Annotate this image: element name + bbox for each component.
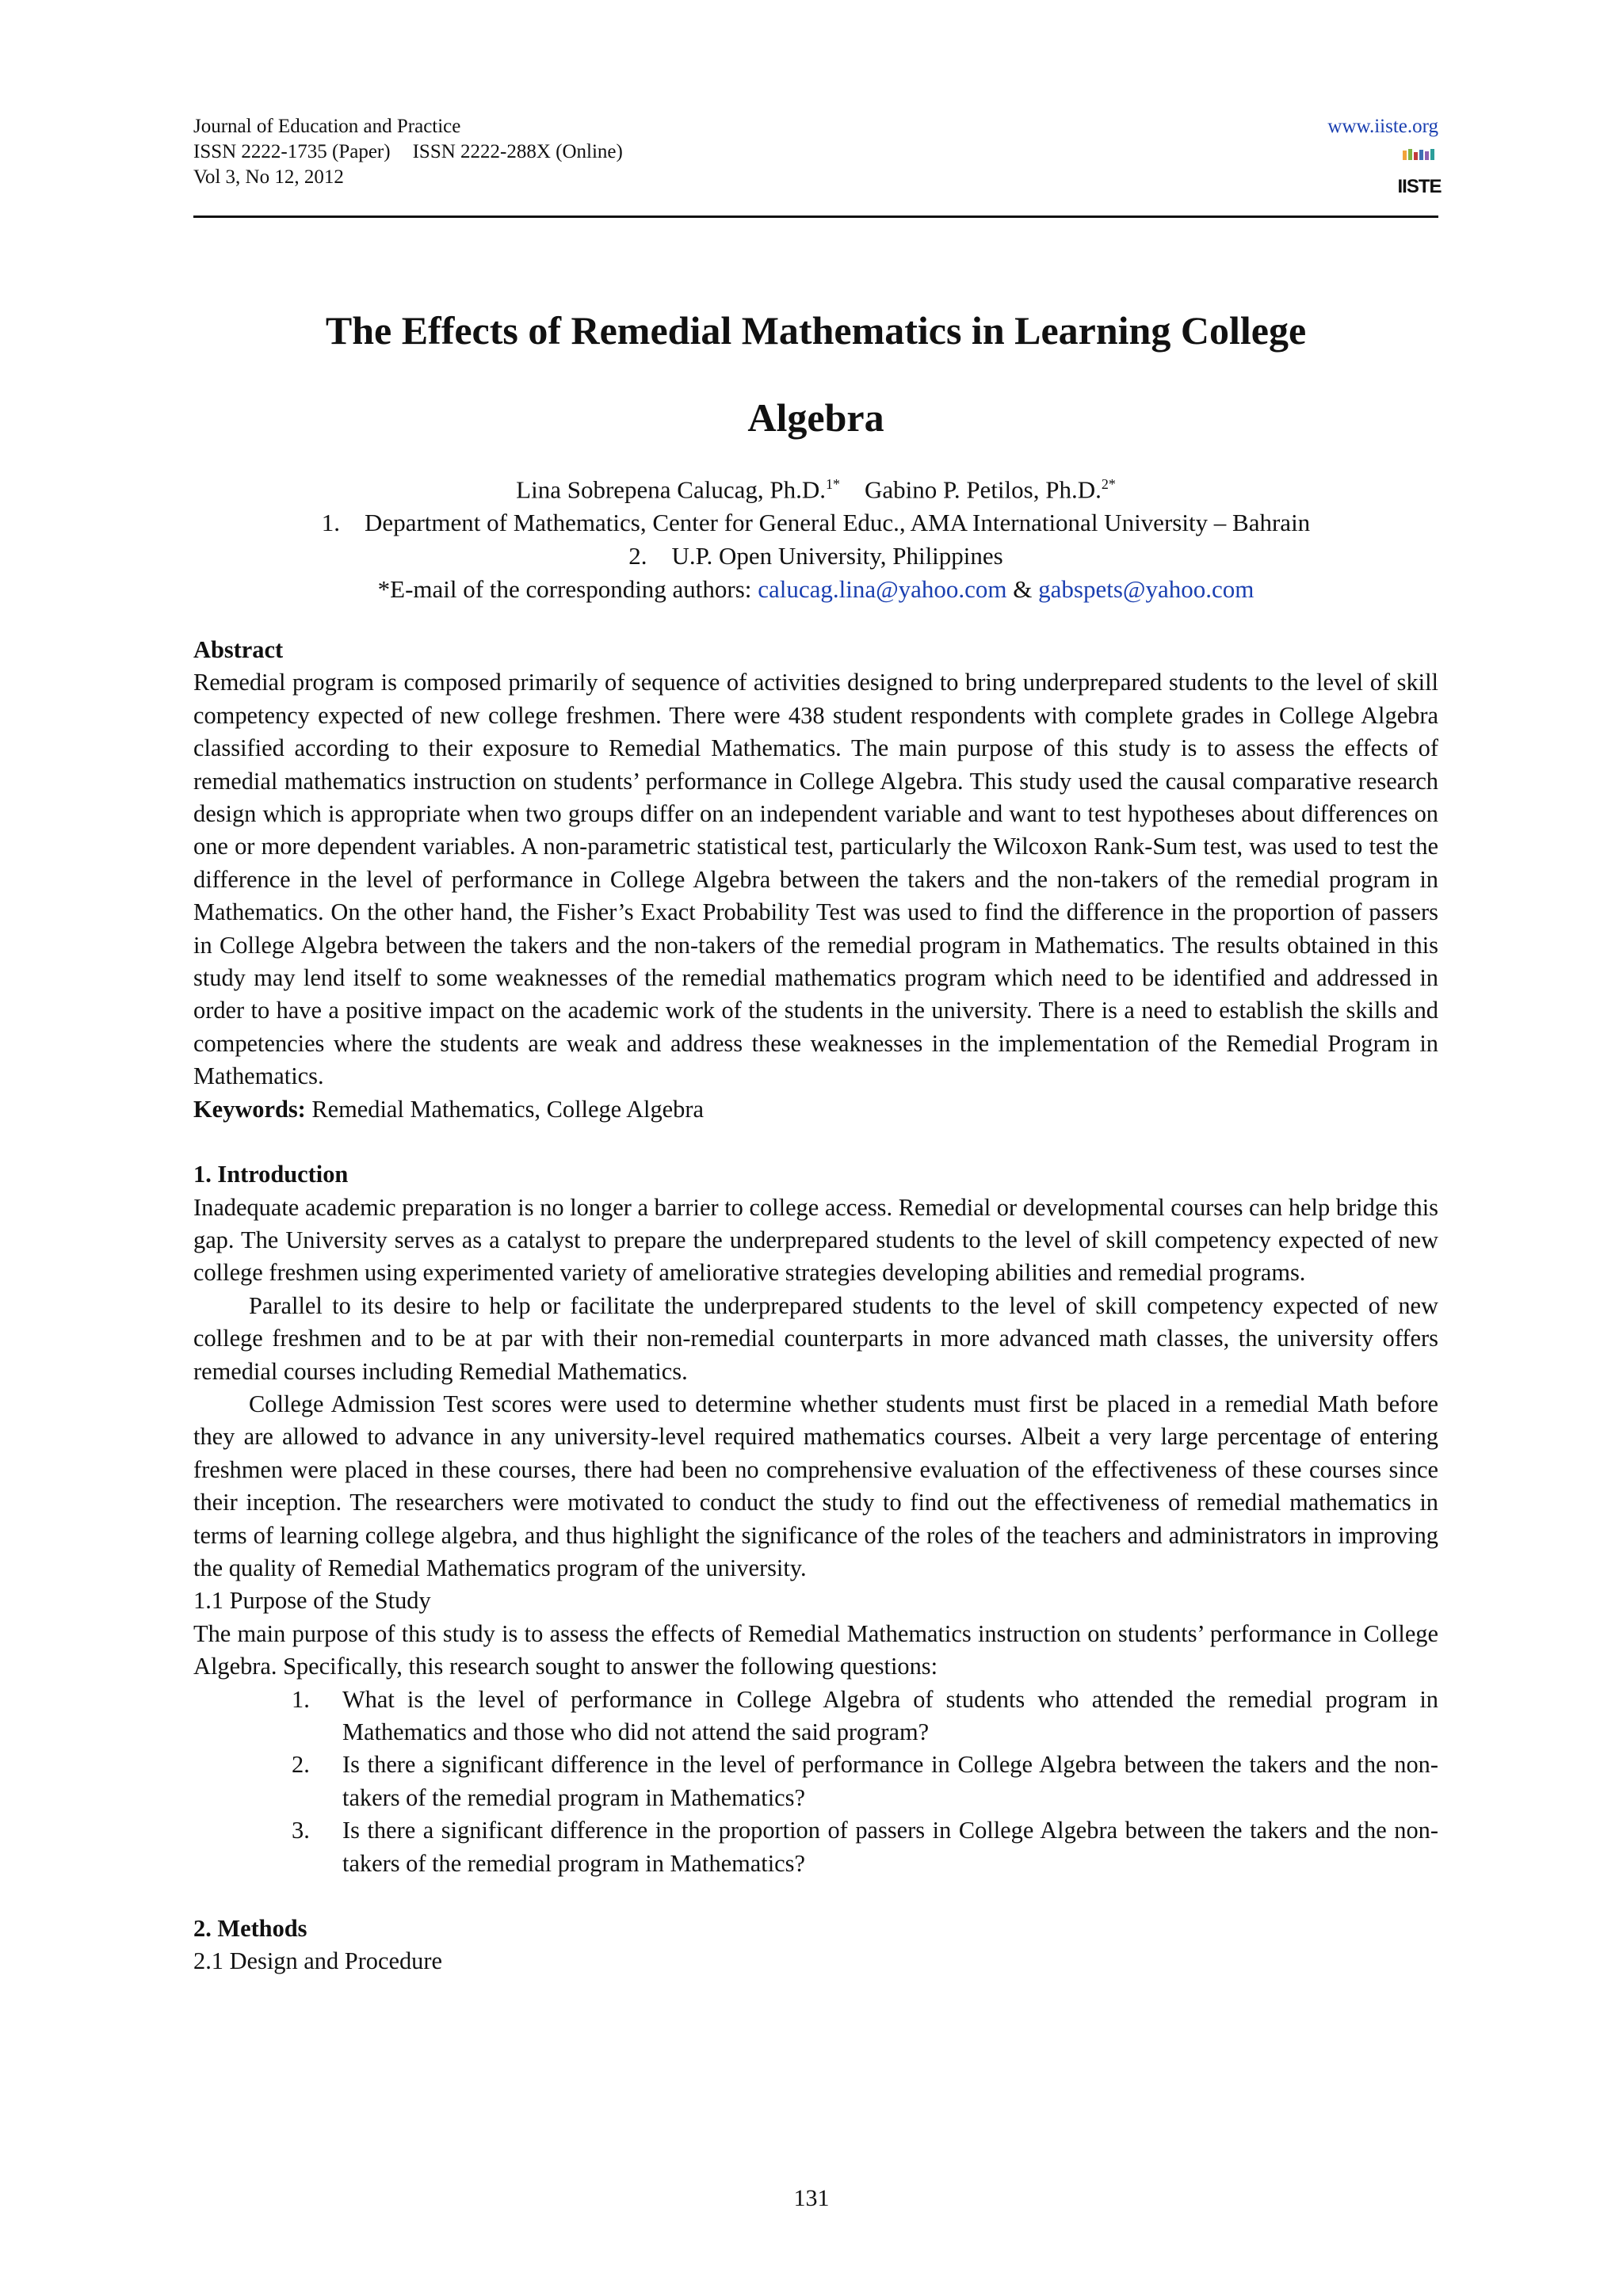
issn-line: [193, 139, 1438, 165]
volume-info: Vol 3, No 12, 2012: [193, 166, 344, 188]
keywords-label: Keywords:: [193, 1095, 306, 1123]
page-number: 131: [793, 2185, 830, 2211]
keywords-value: Remedial Mathematics, College Algebra: [305, 1095, 704, 1123]
design-subheading: 2.1 Design and Procedure: [193, 1947, 442, 1975]
logo-wordmark: IISTE: [1397, 176, 1442, 197]
author-2: Gabino P. Petilos, Ph.D.: [865, 475, 1102, 504]
abstract-heading: Abstract: [193, 636, 284, 663]
question-text: Is there a significant difference in the level of performance in College Algebra between the takers and the non-takers of the remedial program in Mathematics?: [342, 1751, 1438, 1811]
paper-body: [193, 634, 1438, 1978]
title-line-1: The Effects of Remedial Mathematics in Learning College: [325, 308, 1307, 353]
journal-header: [193, 114, 1442, 219]
abstract-text: Remedial program is composed primarily of sequence of activities designed to bring underprepared students to the level of skill competency expected of new college freshmen. There were 438 student respondents with complete grades in College Algebra classified according to their exposure to Remedial Mathematics. The main purpose of this study is to assess the effects of remedial mathematics instruction on students’ performance in College Algebra. This study used the causal comparative research design which is appropriate when two groups differ on an independent variable and want to test hypotheses about differences on one or more dependent variables. A non-parametric statistical test, particularly the Wilcoxon Rank-Sum test, was used to test the difference in the level of performance in College Algebra between the takers and the non-takers of the remedial program in Mathematics. On the other hand, the Fisher’s Exact Probability Test was used to find the difference in the proportion of passers in College Algebra between the takers and the non-takers of the remedial program in Mathematics. The results obtained in this study may lend itself to some weaknesses of the remedial mathematics program which need to be identified and addressed in order to have a positive impact on the academic work of the students in the university. There is a need to establish the skills and competencies where the students are weak and address these weaknesses in the implementation of the Remedial Program in Mathematics.: [193, 669, 1438, 1090]
affiliation-2: [193, 540, 1438, 573]
affiliation-1-text: Department of Mathematics, Center for General Educ., AMA International University – Bahrain: [365, 509, 1311, 537]
intro-paragraph-3: College Admission Test scores were used to determine whether students must first be placed in a remedial Math before they are allowed to advance in any university-level required mathematics courses. Albeit a very large percentage of entering freshmen were placed in these courses, there had been no comprehensive evaluation of the effectiveness of these courses since their inception. The researchers were motivated to conduct the study to find out the effectiveness of remedial mathematics in terms of learning college algebra, and thus highlight the significance of the roles of the teachers and administrators in improving the quality of Remedial Mathematics program of the university.: [193, 1390, 1438, 1581]
list-item: [193, 1749, 1438, 1814]
intro-paragraph-1: Inadequate academic preparation is no longer a barrier to college access. Remedial or developmental courses can help bridge this gap. The University serves as a catalyst to prepare the underprepared students to the level of skill competency expected of new college freshmen using experimented variety of ameliorative strategies developing abilities and remedial programs.: [193, 1193, 1438, 1287]
question-number: 1.: [292, 1685, 310, 1713]
author-1-marker: 1*: [826, 476, 840, 492]
intro-paragraph-2: Parallel to its desire to help or facilitate the underprepared students to the level of skill competency expected of new college freshmen and to be at par with their non-remedial counterparts in more advanced math classes, the university offers remedial courses including Remedial Mathematics.: [193, 1291, 1438, 1385]
author-2-marker: 2*: [1101, 476, 1116, 492]
affiliation-2-text: U.P. Open University, Philippines: [671, 542, 1003, 570]
author-line: [193, 467, 1438, 506]
journal-name: Journal of Education and Practice: [193, 116, 461, 137]
question-number: 3.: [292, 1817, 310, 1844]
introduction-heading: 1. Introduction: [193, 1161, 349, 1188]
question-text: Is there a significant difference in the proportion of passers in College Algebra between the takers and the non-takers of the remedial program in Mathematics?: [342, 1817, 1438, 1877]
issn-online: ISSN 2222-288X (Online): [412, 141, 623, 162]
methods-heading: 2. Methods: [193, 1915, 307, 1943]
affiliation-2-number: 2.: [628, 542, 647, 570]
affiliation-1: [193, 506, 1438, 540]
keywords-line: [193, 1093, 1438, 1126]
header-divider: [193, 215, 1438, 218]
title-line-2: Algebra: [747, 395, 884, 440]
email-line: [193, 573, 1438, 606]
list-item: [193, 1814, 1438, 1880]
iiste-logo: [1397, 149, 1442, 201]
email-separator: &: [1006, 575, 1039, 604]
question-text: What is the level of performance in College Algebra of students who attended the remedial program in Mathematics and those who did not attend the said program?: [342, 1685, 1438, 1745]
paper-title: [193, 287, 1438, 461]
email-link-1[interactable]: calucag.lina@yahoo.com: [758, 575, 1007, 604]
journal-url-link[interactable]: www.iiste.org: [1327, 116, 1438, 137]
question-number: 2.: [292, 1751, 310, 1779]
email-label: *E-mail of the corresponding authors:: [377, 575, 758, 604]
purpose-paragraph: The main purpose of this study is to assess the effects of Remedial Mathematics instruction on students’ performance in College Algebra. Specifically, this research sought to answer the following questions:: [193, 1619, 1438, 1680]
research-questions-list: [193, 1684, 1438, 1880]
email-link-2[interactable]: gabspets@yahoo.com: [1038, 575, 1254, 604]
list-item: [193, 1684, 1438, 1749]
purpose-subheading: 1.1 Purpose of the Study: [193, 1587, 431, 1615]
affiliation-1-number: 1.: [321, 509, 341, 537]
issn-paper: ISSN 2222-1735 (Paper): [193, 141, 391, 162]
authors-block: [193, 467, 1438, 606]
author-1: Lina Sobrepena Calucag, Ph.D.: [516, 475, 826, 504]
spacer: [193, 1126, 1438, 1158]
spacer: [193, 1880, 1438, 1913]
